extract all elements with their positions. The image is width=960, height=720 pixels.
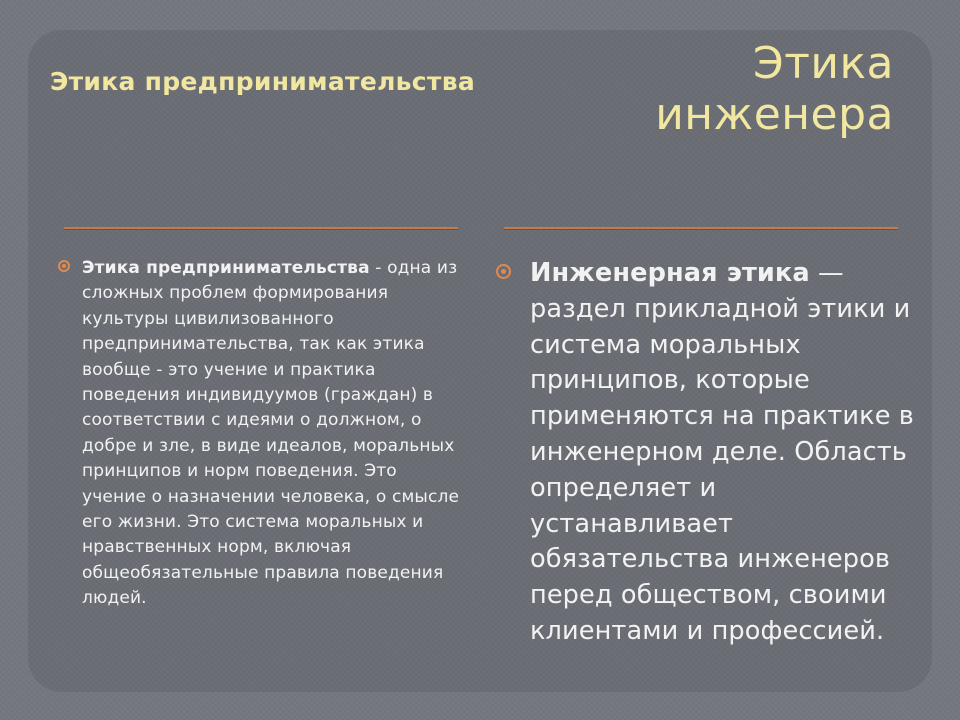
left-column-body — [58, 256, 466, 612]
right-column-body — [496, 256, 914, 650]
right-term: Инженерная этика — [530, 258, 810, 288]
left-heading-divider — [64, 227, 458, 230]
left-bullet-item — [58, 256, 466, 612]
circle-bullet-icon — [496, 264, 511, 279]
left-bullet-text — [82, 256, 466, 612]
left-definition: - одна из сложных проблем формирования культуры цивилизованного предпринимательства, так как этика вообще - это учение и практика поведения индивидуумов (граждан) в соответствии с идеями о должном, о добре и зле, в виде идеалов, моральных принципов и норм поведения. Это учение о назначении человека, о смысле его жизни. Это система моральных и нравственных норм, включая общеобязательные правила поведения людей. — [82, 258, 460, 609]
right-bullet-text — [530, 256, 914, 650]
right-bullet-item — [496, 256, 914, 650]
circle-bullet-icon — [58, 260, 70, 272]
right-column-heading: Этика инженера — [655, 38, 894, 140]
left-column-heading: Этика предпринимательства — [49, 67, 475, 96]
right-definition: — раздел прикладной этики и система моральных принципов, которые применяются на практике в инженерном деле. Область определяет и устанавливает обязательства инженеров перед обществом, своими клиентами и профессией. — [530, 258, 914, 646]
right-heading-divider — [504, 227, 898, 230]
left-term: Этика предпринимательства — [82, 258, 370, 278]
